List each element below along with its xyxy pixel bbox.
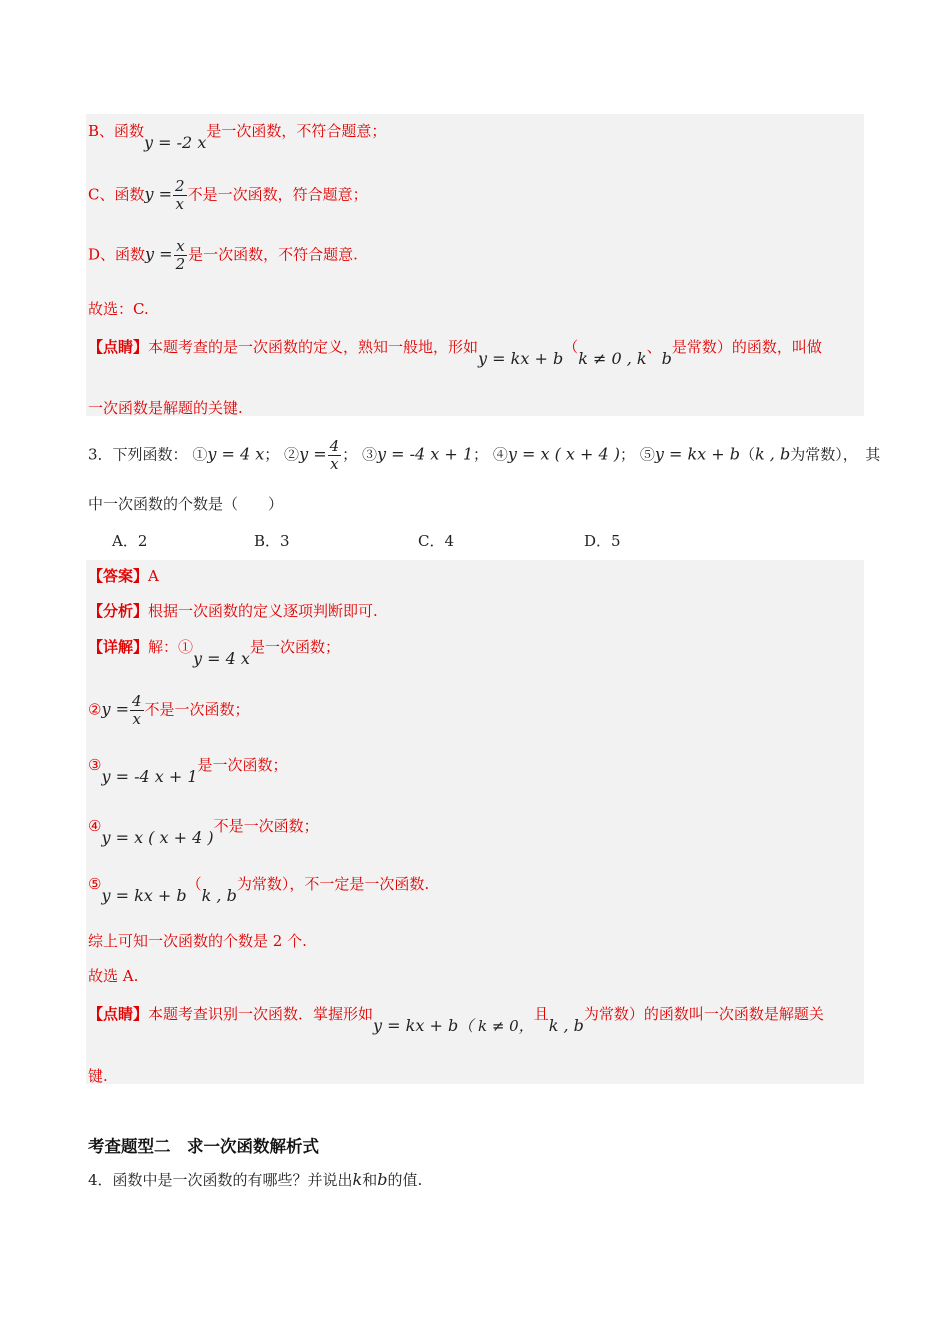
numerator: 4 (329, 437, 340, 455)
option-c-line (88, 178, 368, 213)
denominator: x (175, 195, 185, 213)
formula: y = 4 x (193, 649, 250, 668)
tip-line-2: 一次函数是解题的关键. (88, 399, 243, 417)
text: 为常数）， 其 (790, 445, 881, 464)
formula: b (377, 1170, 388, 1189)
fraction (174, 238, 188, 273)
formula: y = x ( x + 4 ) (101, 828, 214, 847)
index: ③ (361, 445, 377, 464)
option-b: B．3 (254, 532, 290, 550)
formula: y = (101, 699, 129, 719)
text: （ (186, 875, 202, 893)
summary-line: 综上可知一次函数的个数是 2 个. (88, 932, 307, 950)
fraction (173, 178, 187, 213)
formula: y = x ( x + 4 ) (507, 444, 621, 464)
option-a: A．2 (112, 532, 148, 550)
label: 【答案】 (88, 567, 149, 585)
text: 不是一次函数，符合题意； (187, 185, 368, 204)
text: 根据一次函数的定义逐项判断即可. (148, 602, 378, 620)
index: ④ (88, 817, 102, 835)
text: 是一次函数； (197, 756, 288, 774)
option-d: D．5 (584, 532, 621, 550)
formula: y = kx + b (101, 886, 187, 905)
label: 【详解】 (88, 638, 149, 656)
text: 解：① (148, 638, 194, 656)
text: A (148, 567, 159, 585)
choose-line: 故选：C. (88, 300, 149, 318)
text: 为常数）的函数叫一次函数是解题关 (583, 1005, 824, 1023)
answer-line (88, 565, 159, 586)
index: ② (284, 445, 300, 464)
formula: k (352, 1170, 363, 1189)
formula: y = (144, 184, 173, 204)
index: ③ (88, 756, 102, 774)
formula: y = kx + b (654, 444, 740, 464)
text: C、函数 (88, 185, 145, 204)
text: ； (264, 445, 280, 464)
formula: （ k ≠ 0， (458, 1017, 534, 1035)
formula: y = -4 x + 1 (101, 767, 198, 786)
text: 本题考查的是一次函数的定义，熟知一般地，形如 (148, 338, 479, 356)
text: 是常数）的函数，叫做 (671, 338, 822, 356)
question-3-line-2: 中一次函数的个数是（ ） (88, 495, 284, 513)
text: 是一次函数； (249, 638, 340, 656)
numerator: 2 (175, 177, 185, 195)
text: 为常数），不一定是一次函数. (236, 875, 430, 893)
text: 本题考查识别一次函数．掌握形如 (148, 1005, 374, 1023)
formula: b (661, 349, 672, 368)
option-c: C．4 (418, 532, 455, 550)
formula: k , b (548, 1016, 584, 1035)
text: 的值. (387, 1171, 423, 1189)
detail-line-1 (88, 636, 340, 668)
section-heading: 考查题型二 求一次函数解析式 (88, 1137, 319, 1156)
detail-line-3 (88, 754, 288, 786)
text: ； (620, 445, 636, 464)
text: 4．函数中是一次函数的有哪些？并说出 (88, 1171, 353, 1189)
formula: y = -4 x + 1 (376, 444, 474, 464)
formula: y = kx + b (373, 1016, 459, 1035)
fraction (130, 693, 144, 728)
formula: y = (299, 444, 327, 464)
text: B、函数 (88, 122, 145, 140)
formula: y = -2 x (144, 133, 207, 152)
analysis-line (88, 600, 378, 621)
tip-line (88, 336, 822, 368)
tip-line-q3-2: 键. (88, 1067, 108, 1085)
index: ④ (492, 445, 508, 464)
detail-line-5 (88, 873, 430, 905)
denominator: 2 (175, 255, 186, 273)
option-d-line (88, 238, 358, 273)
option-b-line (88, 120, 387, 152)
question-number: 3．下列函数： (88, 445, 188, 464)
index: ⑤ (639, 445, 655, 464)
question-4-line (88, 1169, 422, 1190)
formula: y = kx + b (478, 349, 564, 368)
text: 不是一次函数； (144, 700, 250, 719)
denominator: x (330, 455, 339, 473)
fraction (328, 438, 342, 473)
text: 是一次函数，不符合题意. (188, 245, 358, 264)
denominator: x (132, 710, 141, 728)
text: 和 (362, 1171, 378, 1189)
index: ① (192, 445, 208, 464)
index: ⑤ (88, 875, 102, 893)
text: （ (563, 338, 579, 356)
question-3-line (88, 438, 880, 473)
text: （ (739, 445, 755, 464)
text: 且 (533, 1005, 549, 1023)
numerator: 4 (131, 692, 142, 710)
formula: k ≠ 0 , k (578, 349, 647, 368)
index: ② (88, 700, 102, 719)
text: D、函数 (88, 245, 146, 264)
numerator: x (174, 238, 188, 256)
text: 、 (646, 338, 662, 356)
text: ； (473, 445, 489, 464)
text: 是一次函数，不符合题意； (206, 122, 387, 140)
text: ； (342, 445, 358, 464)
formula: k , b (201, 886, 237, 905)
label: 【点睛】 (88, 1005, 149, 1023)
detail-line-2 (88, 693, 250, 728)
tip-line-q3 (88, 1003, 824, 1035)
formula: y = (145, 244, 173, 264)
formula: k , b (755, 444, 791, 464)
label: 【点睛】 (88, 338, 149, 356)
choose-line-2: 故选 A. (88, 967, 139, 985)
formula: y = 4 x (207, 444, 265, 464)
text: 不是一次函数； (213, 817, 319, 835)
detail-line-4 (88, 815, 319, 847)
label: 【分析】 (88, 602, 149, 620)
